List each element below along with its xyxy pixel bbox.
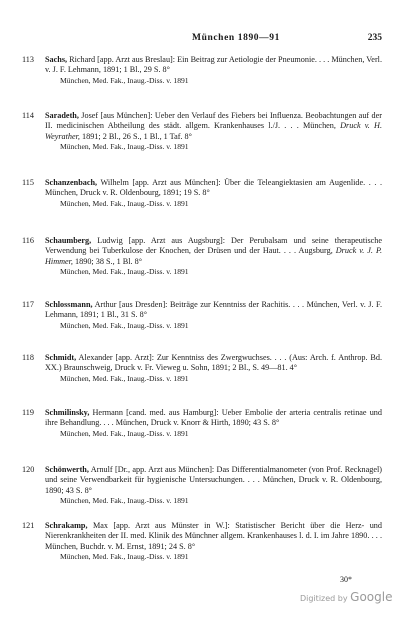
entry-number: 113 xyxy=(22,55,34,64)
dissertation-note: München, Med. Fak., Inaug.-Diss. v. 1891 xyxy=(60,142,189,152)
entry-number: 114 xyxy=(22,111,34,120)
entry-number: 115 xyxy=(22,178,34,187)
bibliography-entry xyxy=(22,300,382,331)
publisher-italic: Druck v. H. Weyrather, xyxy=(45,121,382,141)
bibliography-entry xyxy=(22,521,382,562)
author-name: Schaumberg, xyxy=(45,236,92,245)
entry-text xyxy=(45,236,382,267)
dissertation-note: München, Med. Fak., Inaug.-Diss. v. 1891 xyxy=(60,373,189,383)
author-name: Saradeth, xyxy=(45,111,79,120)
dissertation-note: München, Med. Fak., Inaug.-Diss. v. 1891 xyxy=(60,267,189,277)
bibliography-entry xyxy=(22,353,382,384)
entry-description-tail: 1890; 38 S., 1 Bl. 8° xyxy=(72,256,142,266)
entry-description: Hermann [cand. med. aus Hamburg]: Ueber Embolie der arteria centralis retinae und ihre Behandlung. . . . München, Druck v. Knorr & Hirth, 1890; 43 S. 8° xyxy=(45,408,382,428)
bibliography-entry xyxy=(22,408,382,439)
entry-text xyxy=(45,521,382,552)
bibliography-entry xyxy=(22,111,382,152)
entry-description-tail: 1891; 2 Bl., 26 S., 1 Bl., 1 Taf. 8° xyxy=(79,131,192,141)
author-name: Sachs, xyxy=(45,55,68,64)
bibliography-entry xyxy=(22,178,382,209)
entry-number: 117 xyxy=(22,300,34,309)
entry-number: 120 xyxy=(22,465,35,474)
digitization-watermark xyxy=(300,590,392,604)
entry-text xyxy=(45,408,382,429)
dissertation-note: München, Med. Fak., Inaug.-Diss. v. 1891 xyxy=(60,320,189,330)
entry-text xyxy=(45,300,382,321)
watermark-prefix: Digitized by xyxy=(300,594,351,603)
dissertation-note: München, Med. Fak., Inaug.-Diss. v. 1891 xyxy=(60,552,189,562)
entry-number: 116 xyxy=(22,236,34,245)
entry-description: Josef [aus München]: Ueber den Verlauf des Fiebers bei Influenza. Beobachtungen auf der II. medicinischen Abtheilung des städt. allgem. Krankenhauses l./J. . . . München, xyxy=(45,111,382,131)
entry-number: 118 xyxy=(22,353,34,362)
entry-description: Ludwig [app. Arzt aus Augsburg]: Der Perubalsam und seine therapeutische Verwendung bei Tuberkulose der Knochen, der Drüsen und der Haut. . . . Augsburg, xyxy=(45,236,382,256)
author-name: Schrakamp, xyxy=(45,521,88,530)
bibliography-entry xyxy=(22,55,382,86)
entry-text xyxy=(45,465,382,496)
entry-description: Wilhelm [app. Arzt aus München]: Über die Teleangiektasien am Augenlide. . . . München, Druck v. R. Oldenbourg, 1891; 19 S. 8° xyxy=(45,178,382,198)
watermark-brand: Google xyxy=(350,590,393,604)
author-name: Schönwerth, xyxy=(45,465,89,474)
entry-description: Arnulf [Dr., app. Arzt aus München]: Das Differentialmanometer (von Prof. Recknagel) und seine Verwendbarkeit für hygienische Untersuchungen. . . . München, Druck v. R. Oldenbourg, 1890; 43 S. 8° xyxy=(45,465,382,495)
bibliography-entry xyxy=(22,236,382,277)
dissertation-note: München, Med. Fak., Inaug.-Diss. v. 1891 xyxy=(60,198,189,208)
author-name: Schmilinsky, xyxy=(45,408,90,417)
entry-number: 121 xyxy=(22,521,35,530)
page-number: 235 xyxy=(367,33,382,43)
author-name: Schanzenbach, xyxy=(45,178,98,187)
entry-text xyxy=(45,178,382,199)
signature-mark: 30* xyxy=(340,575,352,584)
publisher-italic: Druck v. J. P. Himmer, xyxy=(45,246,382,266)
running-header xyxy=(90,33,382,45)
dissertation-note: München, Med. Fak., Inaug.-Diss. v. 1891 xyxy=(60,428,189,438)
dissertation-note: München, Med. Fak., Inaug.-Diss. v. 1891 xyxy=(60,75,189,85)
bibliography-entry xyxy=(22,465,382,506)
entry-description: Richard [app. Arzt aus Breslau]: Ein Beitrag zur Aetiologie der Pneumonie. . . . München, Verl. v. J. F. Lehmann, 1891; 1 Bl., 29 S. 8° xyxy=(45,55,382,75)
dissertation-note: München, Med. Fak., Inaug.-Diss. v. 1891 xyxy=(60,496,189,506)
entry-description: Alexander [app. Arzt]: Zur Kenntniss des Zwergwuchses. . . . (Aus: Arch. f. Anthrop. Bd. XX.) Braunschweig, Druck v. Fr. Vieweg u. Sohn, 1891; 2 Bl., S. 49—81. 4° xyxy=(45,353,382,373)
entry-description: Max [app. Arzt aus Münster in W.]: Statistischer Bericht über die Herz- und Nierenkrankheiten der II. med. Klinik des Münchner allgem. Krankenhauses l. d. I. im Jahre 1890. . . . München, Buchdr. v. M. Ernst, 1891; 24 S. 8° xyxy=(45,521,382,551)
entry-text xyxy=(45,55,382,76)
entry-text xyxy=(45,111,382,142)
author-name: Schlossmann, xyxy=(45,300,93,309)
entry-number: 119 xyxy=(22,408,34,417)
page-title: München 1890—91 xyxy=(192,33,280,43)
entry-description: Arthur [aus Dresden]: Beiträge zur Kenntniss der Rachitis. . . . München, Verl. v. J. F. Lehmann, 1891; 1 Bl., 31 S. 8° xyxy=(45,300,382,320)
author-name: Schmidt, xyxy=(45,353,77,362)
entry-text xyxy=(45,353,382,374)
